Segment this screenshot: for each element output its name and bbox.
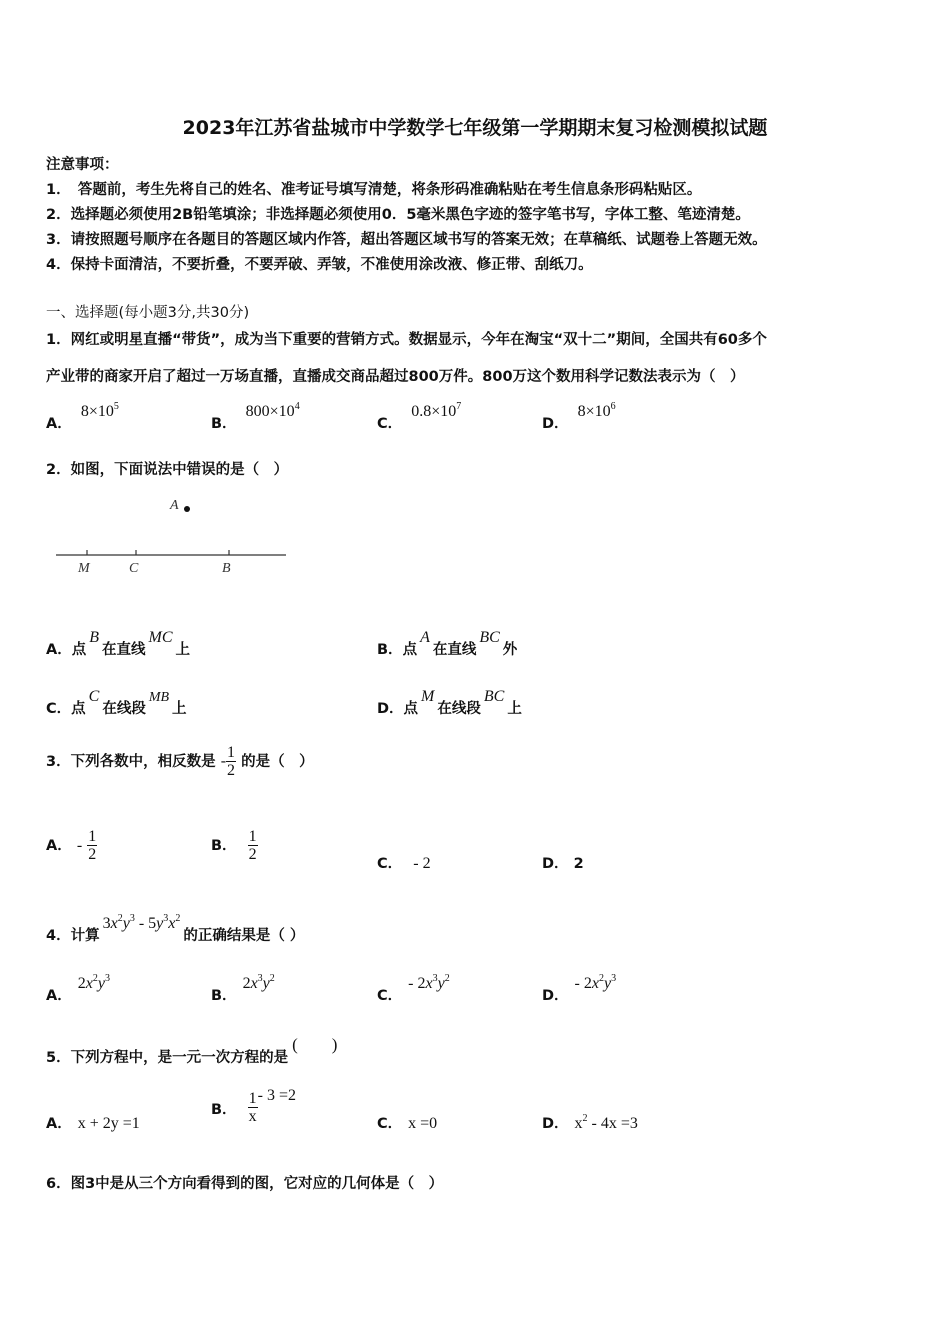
section-heading: 一、选择题(每小题3分,共30分): [46, 305, 250, 321]
q5-stem: [46, 1030, 338, 1066]
exponent: 2: [175, 913, 181, 924]
q3-option-d: [542, 852, 584, 873]
exponent: 2: [92, 973, 98, 984]
q1-option-a: [46, 400, 119, 432]
option-base: 800×10: [245, 403, 295, 420]
answer-paren: ( ): [292, 1035, 338, 1054]
option-text: 在直线: [102, 642, 146, 658]
option-text: 上: [175, 642, 191, 658]
q1-option-b: [211, 400, 300, 432]
q4-option-a: [46, 972, 110, 1004]
exponent: 3: [104, 973, 110, 984]
option-label: A．: [46, 1116, 72, 1132]
point-var: B: [89, 629, 100, 646]
q5-option-c: [377, 1112, 437, 1133]
option-label: C．: [377, 856, 403, 872]
variable: x: [250, 975, 258, 992]
notice-item-4: 4．保持卡面清洁，不要折叠，不要弄破、弄皱，不准使用涂改液、修正带、刮纸刀。: [46, 257, 593, 273]
fraction-denominator: x: [248, 1108, 257, 1125]
point-var: A: [420, 629, 430, 646]
option-text: 在直线: [432, 642, 477, 658]
option-label: A．: [46, 642, 72, 658]
option-text: 上: [172, 701, 187, 717]
equation: x + 2y =1: [77, 1115, 140, 1132]
page-title: 2023年江苏省盐城市中学数学七年级第一学期期末复习检测模拟试题: [182, 117, 768, 139]
option-label: B．: [211, 838, 237, 854]
point-b-label: B: [222, 561, 231, 576]
exponent: 2: [582, 1113, 588, 1124]
option-label: C．: [377, 1116, 403, 1132]
coefficient: 2: [417, 975, 426, 992]
fraction-denominator: 2: [227, 762, 236, 779]
variable: y: [262, 975, 270, 992]
option-label: B．: [211, 416, 237, 432]
coefficient: 2: [583, 975, 592, 992]
coefficient: 3: [102, 915, 111, 932]
exponent: 3: [257, 973, 263, 984]
q4-stem: [46, 912, 305, 944]
option-label: A．: [46, 416, 72, 432]
option-label: D．: [542, 1116, 569, 1132]
option-text: 点: [403, 701, 419, 717]
option-text: 上: [507, 701, 522, 717]
q1-stem-line2: 产业带的商家开启了超过一万场直播，直播成交商品超过800万件。800万这个数用科学记数法表示为（ ）: [46, 369, 745, 385]
equation-rest: - 3 =2: [257, 1087, 297, 1104]
option-text: 点: [71, 642, 87, 658]
variable: y: [156, 915, 164, 932]
minus-sign: -: [76, 837, 83, 854]
option-label: C．: [46, 701, 72, 717]
exponent: 2: [598, 973, 604, 984]
q3-stem-text: 的是（ ）: [241, 754, 314, 770]
option-exp: 4: [294, 401, 300, 412]
option-label: A．: [46, 988, 72, 1004]
variable: y: [97, 975, 105, 992]
variable: y: [122, 915, 130, 932]
exponent: 3: [611, 973, 617, 984]
option-base: 0.8×10: [411, 403, 457, 420]
q2-option-b: [377, 626, 518, 658]
q5-option-b: [211, 1087, 297, 1125]
option-label: A．: [46, 838, 72, 854]
variable: y: [437, 975, 445, 992]
segment-var: BC: [483, 688, 505, 705]
option-label: B．: [377, 642, 403, 658]
q4-option-c: [377, 972, 450, 1004]
point-m-label: M: [78, 561, 90, 576]
fraction-numerator: 1: [248, 828, 257, 845]
option-base: 8×10: [80, 403, 114, 420]
equation-rest: - 4x =3: [587, 1115, 638, 1132]
variable: x: [85, 975, 93, 992]
q2-option-c: [46, 685, 187, 717]
q5-option-d: [542, 1112, 638, 1133]
option-text: 在线段: [437, 701, 481, 717]
option-text: 在线段: [102, 701, 146, 717]
q4-stem-text: 4．计算: [46, 928, 100, 944]
notice-heading: 注意事项：: [46, 157, 119, 173]
fraction-denominator: 2: [88, 846, 97, 863]
option-label: C．: [377, 416, 403, 432]
q4-option-b: [211, 972, 275, 1004]
option-label: D．: [377, 701, 404, 717]
option-label: D．: [542, 856, 569, 872]
variable: x: [591, 975, 599, 992]
segment-var: MB: [148, 690, 170, 705]
sign: -: [574, 975, 584, 992]
minus-sign: -: [220, 752, 227, 770]
exponent: 3: [163, 913, 169, 924]
option-label: D．: [542, 988, 569, 1004]
sign: -: [408, 975, 418, 992]
q3-stem-text: 3．下列各数中，相反数是: [46, 754, 216, 770]
variable: x: [425, 975, 433, 992]
q3-option-a: [46, 828, 97, 863]
option-exp: 5: [113, 401, 119, 412]
exponent: 3: [432, 973, 438, 984]
point-var: M: [421, 688, 435, 705]
notice-item-1: 1． 答题前，考生先将自己的姓名、准考证号填写清楚，将条形码准确粘贴在考生信息条形码粘贴区。: [46, 182, 702, 198]
fraction-denominator: 2: [248, 846, 257, 863]
option-exp: 7: [456, 401, 462, 412]
option-label: C．: [377, 988, 403, 1004]
q5-option-a: [46, 1112, 140, 1133]
q3-option-c: [377, 852, 431, 873]
variable: x: [110, 915, 118, 932]
variable: x: [168, 915, 176, 932]
q2-option-d: [377, 685, 522, 717]
exponent: 3: [129, 913, 135, 924]
notice-item-2: 2．选择题必须使用2B铅笔填涂；非选择题必须使用0．5毫米黑色字迹的签字笔书写，字体工整、笔迹清楚。: [46, 207, 750, 223]
fraction-numerator: 1: [248, 1090, 257, 1107]
fraction-numerator: 1: [227, 744, 236, 761]
equation: x =0: [408, 1115, 438, 1132]
option-text: 外: [502, 642, 518, 658]
exponent: 2: [117, 913, 123, 924]
q2-stem: 2．如图，下面说法中错误的是（ ）: [46, 462, 289, 478]
option-value: 2: [573, 856, 584, 872]
option-label: D．: [542, 416, 569, 432]
option-text: 点: [71, 701, 86, 717]
point-c-label: C: [129, 561, 139, 576]
line-var: MC: [148, 629, 173, 646]
option-text: 点: [402, 642, 418, 658]
q4-option-d: [542, 972, 617, 1004]
exponent: 2: [444, 973, 450, 984]
line-var: BC: [479, 629, 500, 646]
operator: - 5: [134, 915, 157, 932]
option-value: - 2: [413, 855, 431, 872]
notice-item-3: 3．请按照题号顺序在各题目的答题区域内作答，超出答题区域书写的答案无效；在草稿纸、试题卷上答题无效。: [46, 232, 767, 248]
q3-stem: [46, 744, 314, 779]
q6-stem: 6．图3中是从三个方向看得到的图，它对应的几何体是（ ）: [46, 1176, 444, 1192]
point-a-dot: [184, 506, 190, 512]
q1-option-d: [542, 400, 616, 432]
coefficient: 2: [242, 975, 251, 992]
q1-option-c: [377, 400, 462, 432]
exponent: 2: [269, 973, 275, 984]
option-label: B．: [211, 1102, 237, 1118]
option-exp: 6: [610, 401, 616, 412]
q3-option-b: [211, 828, 258, 863]
q5-stem-text: 5．下列方程中，是一元一次方程的是: [46, 1050, 289, 1066]
fraction-numerator: 1: [88, 828, 97, 845]
q1-stem-line1: 1．网红或明星直播“带货”，成为当下重要的营销方式。数据显示，今年在淘宝“双十二”期间，全国共有60多个: [46, 332, 767, 348]
coefficient: 2: [77, 975, 86, 992]
q4-expression: [103, 915, 181, 932]
point-var: C: [88, 688, 100, 705]
q4-stem-text: 的正确结果是（ ）: [183, 928, 305, 944]
variable: y: [603, 975, 612, 992]
point-a-label: A: [170, 498, 179, 513]
option-label: B．: [211, 988, 237, 1004]
q2-figure: [50, 490, 300, 580]
option-base: 8×10: [577, 403, 611, 420]
q2-option-a: [46, 626, 191, 658]
variable: x: [574, 1115, 583, 1132]
